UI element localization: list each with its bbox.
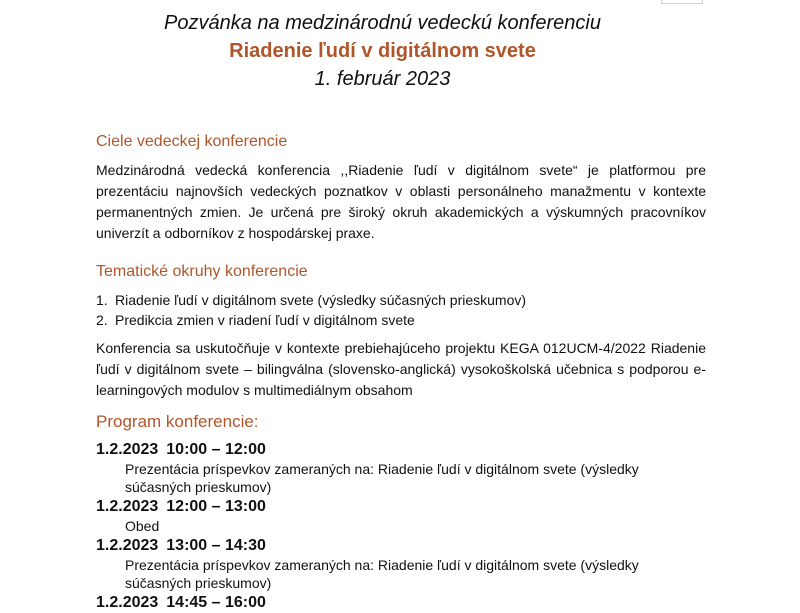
program-time: 10:00 – 12:00 bbox=[166, 441, 266, 458]
program-date: 1.2.2023 bbox=[96, 537, 159, 554]
program-date: 1.2.2023 bbox=[96, 441, 159, 458]
program-list bbox=[96, 439, 706, 613]
program-entry bbox=[96, 592, 706, 613]
list-item-text: Predikcia zmien v riadení ľudí v digitálnom svete bbox=[115, 312, 415, 328]
program-section-heading-wrap bbox=[96, 412, 706, 432]
program-time: 12:00 – 13:00 bbox=[166, 498, 266, 515]
conference-date: 1. február 2023 bbox=[314, 68, 451, 90]
topics-section-heading-wrap bbox=[96, 262, 706, 282]
program-datetime bbox=[96, 439, 706, 460]
conference-title: Riadenie ľudí v digitálnom svete bbox=[229, 40, 536, 62]
goals-heading: Ciele vedeckej konferencie bbox=[96, 133, 288, 150]
list-item-text: Riadenie ľudí v digitálnom svete (výsledky súčasných prieskumov) bbox=[115, 292, 527, 308]
program-entry bbox=[96, 535, 706, 592]
top-corner-box bbox=[661, 0, 703, 4]
list-item-number: 2. bbox=[96, 312, 108, 328]
document-header bbox=[0, 8, 765, 94]
list-item-number: 1. bbox=[96, 292, 108, 308]
goals-section-heading-wrap bbox=[96, 132, 706, 152]
project-paragraph: Konferencia sa uskutočňuje v kontexte prebiehajúceho projektu KEGA 012UCM-4/2022 Riadenie ľudí v digitálnom svete – bilingválna (slovensko-anglická) vysokoškolská učebnica s podporou e-learningových modulov s multimediálnym obsahom bbox=[96, 340, 706, 398]
program-heading: Program konferencie: bbox=[96, 412, 259, 431]
topics-heading: Tematické okruhy konferencie bbox=[96, 263, 308, 280]
list-item bbox=[96, 310, 706, 330]
program-entry bbox=[96, 439, 706, 496]
program-time: 14:45 – 16:00 bbox=[166, 594, 266, 611]
program-entry bbox=[96, 496, 706, 535]
program-datetime bbox=[96, 592, 706, 613]
program-description: Prezentácia príspevkov zameraných na: Riadenie ľudí v digitálnom svete (výsledky súčasných prieskumov) bbox=[125, 557, 639, 591]
program-date: 1.2.2023 bbox=[96, 594, 159, 611]
program-time: 13:00 – 14:30 bbox=[166, 537, 266, 554]
topics-list bbox=[96, 290, 706, 330]
invitation-line: Pozvánka na medzinárodnú vedeckú konferenciu bbox=[164, 12, 601, 34]
program-date: 1.2.2023 bbox=[96, 498, 159, 515]
program-description: Prezentácia príspevkov zameraných na: Riadenie ľudí v digitálnom svete (výsledky súčasných prieskumov) bbox=[125, 461, 639, 495]
program-description: Obed bbox=[125, 518, 160, 534]
program-datetime bbox=[96, 535, 706, 556]
list-item bbox=[96, 290, 706, 310]
program-datetime bbox=[96, 496, 706, 517]
goals-paragraph: Medzinárodná vedecká konferencia ,,Riadenie ľudí v digitálnom svete“ je platformou pre prezentáciu najnovších vedeckých poznatkov v oblasti personálneho manažmentu v kontexte permanentných zmien. Je určená pre široký okruh akademických a výskumných pracovníkov univerzít a odborníkov z hospodárskej praxe. bbox=[96, 162, 706, 241]
